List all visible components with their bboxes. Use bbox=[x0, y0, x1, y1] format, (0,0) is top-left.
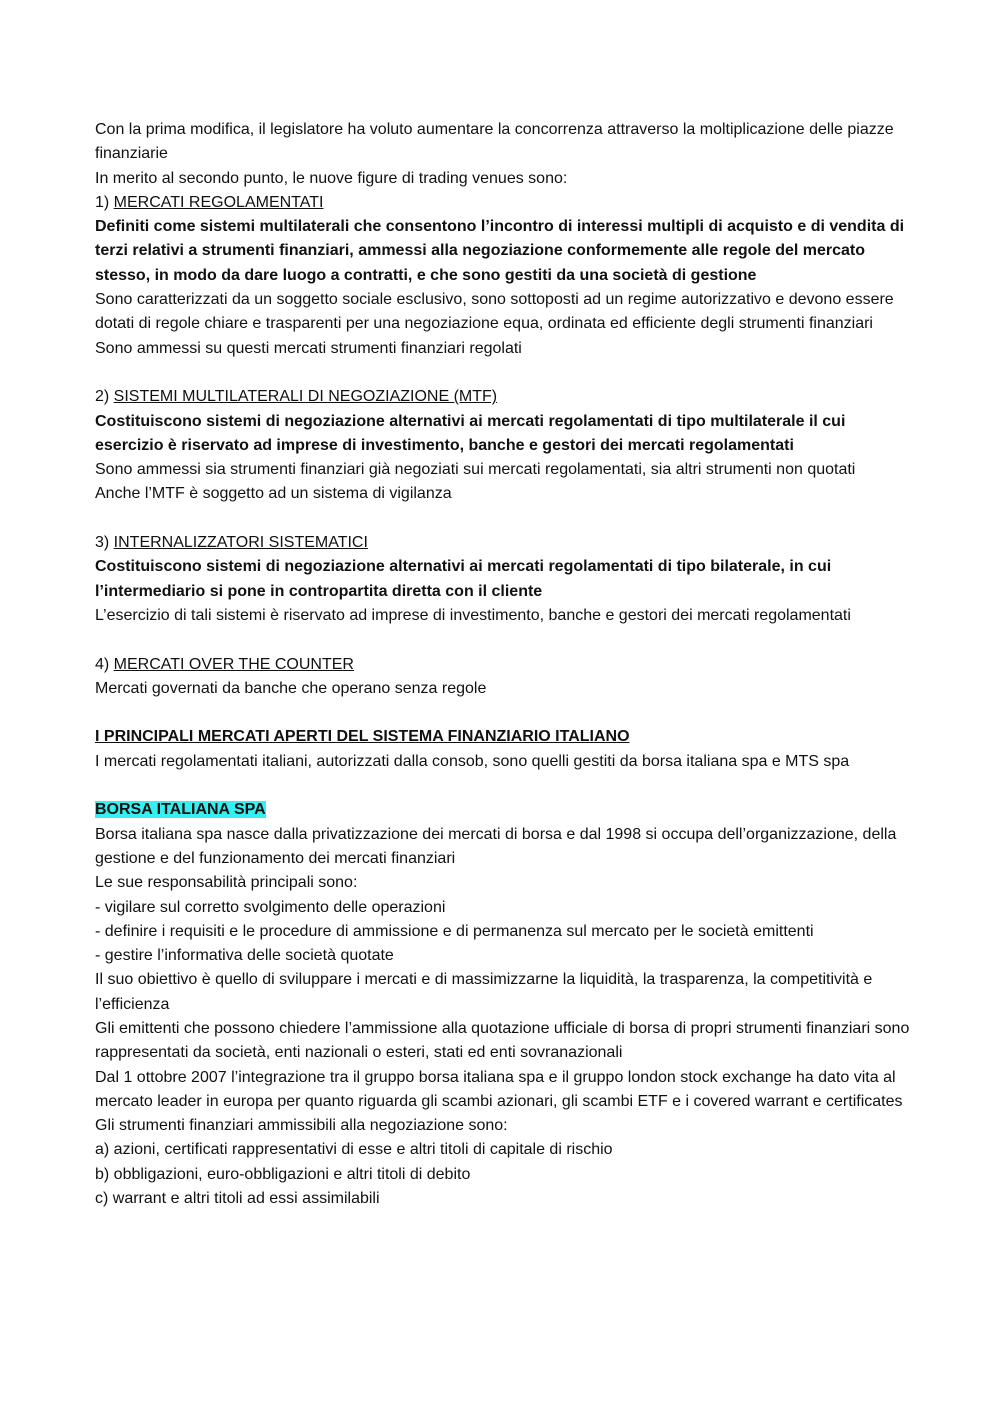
heading-number: 4) bbox=[95, 655, 114, 673]
spacer bbox=[95, 774, 910, 798]
document-page bbox=[95, 118, 910, 1211]
section-title-principali: I PRINCIPALI MERCATI APERTI DEL SISTEMA FINANZIARIO ITALIANO bbox=[95, 728, 630, 746]
spacer bbox=[95, 628, 910, 652]
list-item: b) obbligazioni, euro-obbligazioni e altri titoli di debito bbox=[95, 1165, 471, 1183]
paragraph: I mercati regolamentati italiani, autorizzati dalla consob, sono quelli gestiti da borsa italiana spa e MTS spa bbox=[95, 752, 850, 770]
heading-internalizzatori bbox=[95, 531, 910, 555]
heading-mtf bbox=[95, 385, 910, 409]
heading-otc bbox=[95, 653, 910, 677]
heading-title: MERCATI REGOLAMENTATI bbox=[113, 193, 324, 211]
paragraph: L’esercizio di tali sistemi è riservato ad imprese di investimento, banche e gestori dei mercati regolamentati bbox=[95, 606, 851, 624]
heading-title: INTERNALIZZATORI SISTEMATICI bbox=[113, 534, 368, 552]
paragraph: Le sue responsabilità principali sono: bbox=[95, 874, 358, 892]
paragraph: Sono ammessi sia strumenti finanziari già negoziati sui mercati regolamentati, sia altri strumenti non quotati bbox=[95, 461, 856, 479]
paragraph: Dal 1 ottobre 2007 l’integrazione tra il gruppo borsa italiana spa e il gruppo london stock exchange ha dato vita al mercato leader in europa per quanto riguarda gli scambi azionari, gli scambi ETF e i covered warrant e certificates bbox=[95, 1068, 903, 1110]
heading-number: 1) bbox=[95, 193, 114, 211]
heading-mercati-regolamentati bbox=[95, 191, 910, 215]
list-item: - gestire l’informativa delle società quotate bbox=[95, 947, 394, 965]
heading-number: 3) bbox=[95, 534, 114, 552]
list-item: - vigilare sul corretto svolgimento delle operazioni bbox=[95, 898, 446, 916]
heading-title: SISTEMI MULTILATERALI DI NEGOZIAZIONE (MTF) bbox=[113, 388, 498, 406]
spacer bbox=[95, 701, 910, 725]
paragraph: Sono ammessi su questi mercati strumenti finanziari regolati bbox=[95, 339, 522, 357]
paragraph: Mercati governati da banche che operano senza regole bbox=[95, 679, 487, 697]
paragraph: Borsa italiana spa nasce dalla privatizzazione dei mercati di borsa e dal 1998 si occupa dell’organizzazione, della gestione e del funzionamento dei mercati finanziari bbox=[95, 825, 897, 867]
list-item: c) warrant e altri titoli ad essi assimilabili bbox=[95, 1190, 380, 1208]
definition-bold: Definiti come sistemi multilaterali che consentono l’incontro di interessi multipli di acquisto e di vendita di terzi relativi a strumenti finanziari, ammessi alla negoziazione conformemente alle regole del mercato stesso, in modo da dare luogo a contratti, e che sono gestiti da una società di gestione bbox=[95, 218, 905, 284]
spacer bbox=[95, 361, 910, 385]
list-item: a) azioni, certificati rappresentativi di esse e altri titoli di capitale di rischio bbox=[95, 1141, 613, 1159]
paragraph: Sono caratterizzati da un soggetto sociale esclusivo, sono sottoposti ad un regime autorizzativo e devono essere dotati di regole chiare e trasparenti per una negoziazione equa, ordinata ed efficiente degli strumenti finanziari bbox=[95, 291, 894, 333]
intro-list-lead: In merito al secondo punto, le nuove figure di trading venues sono: bbox=[95, 169, 568, 187]
highlighted-title: BORSA ITALIANA SPA bbox=[95, 801, 266, 819]
heading-number: 2) bbox=[95, 388, 114, 406]
paragraph: Gli emittenti che possono chiedere l’ammissione alla quotazione ufficiale di borsa di propri strumenti finanziari sono rappresentati da società, enti nazionali o esteri, stati ed enti sovranazionali bbox=[95, 1019, 910, 1062]
paragraph: Il suo obiettivo è quello di sviluppare i mercati e di massimizzarne la liquidità, la trasparenza, la competitività e l’efficienza bbox=[95, 971, 873, 1013]
definition-bold: Costituiscono sistemi di negoziazione alternativi ai mercati regolamentati di tipo multilaterale il cui esercizio è riservato ad imprese di investimento, banche e gestori dei mercati regolamentati bbox=[95, 412, 846, 454]
section-title-borsa bbox=[95, 798, 910, 822]
list-item: - definire i requisiti e le procedure di ammissione e di permanenza sul mercato per le società emittenti bbox=[95, 922, 814, 940]
paragraph: Gli strumenti finanziari ammissibili alla negoziazione sono: bbox=[95, 1117, 508, 1135]
intro-paragraph: Con la prima modifica, il legislatore ha voluto aumentare la concorrenza attraverso la moltiplicazione delle piazze finanziarie bbox=[95, 121, 894, 163]
heading-title: MERCATI OVER THE COUNTER bbox=[113, 655, 354, 673]
spacer bbox=[95, 507, 910, 531]
paragraph: Anche l’MTF è soggetto ad un sistema di vigilanza bbox=[95, 485, 452, 503]
definition-bold: Costituiscono sistemi di negoziazione alternativi ai mercati regolamentati di tipo bilaterale, in cui l’intermediario si pone in contropartita diretta con il cliente bbox=[95, 558, 832, 600]
